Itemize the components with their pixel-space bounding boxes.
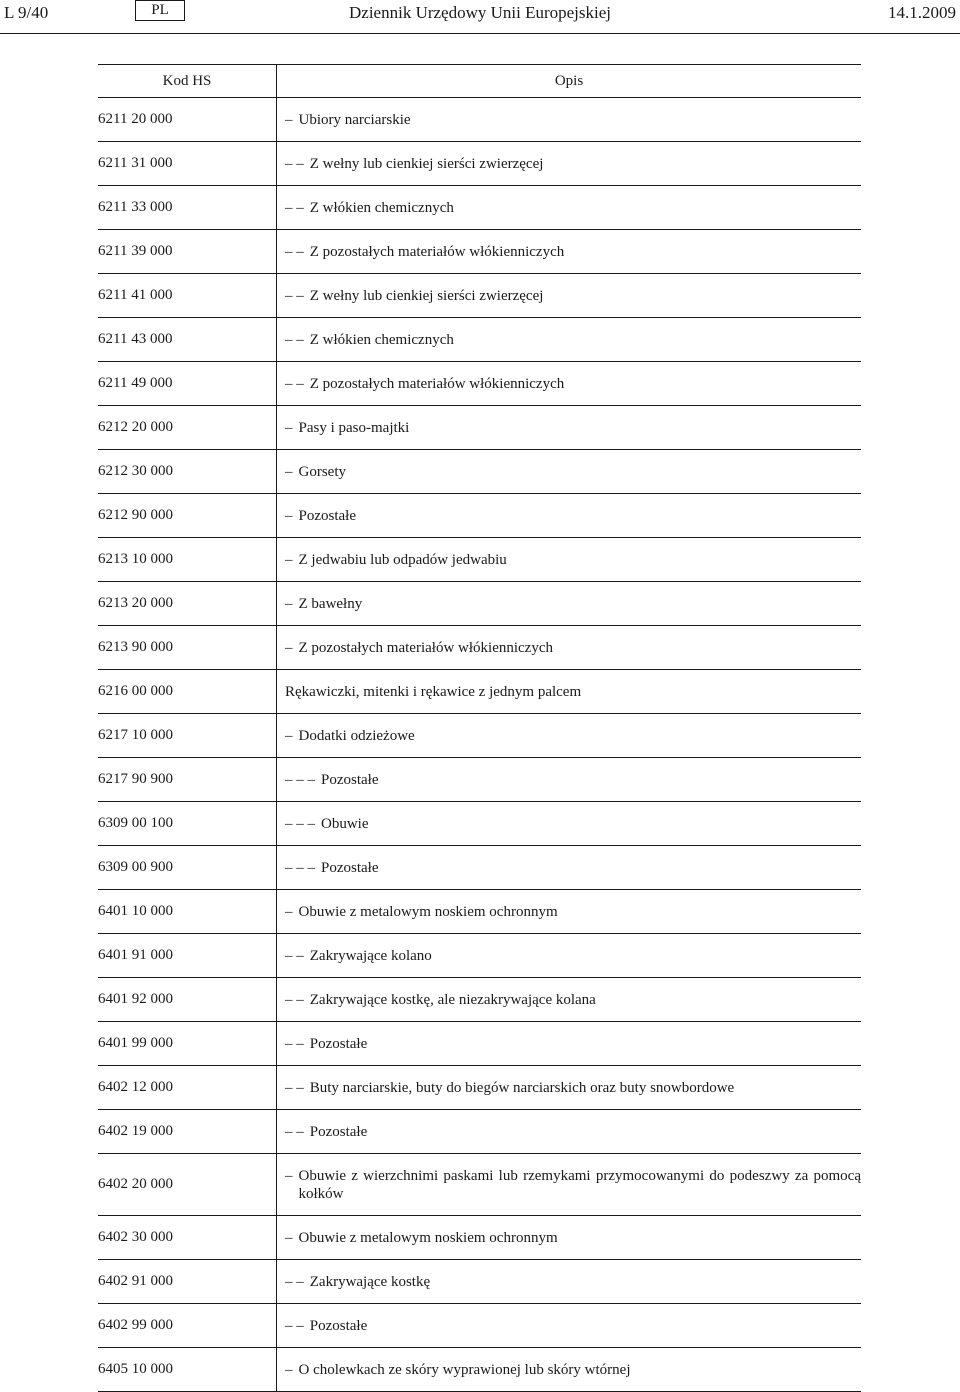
description-text: Z pozostałych materiałów włókienniczych xyxy=(298,639,553,656)
hierarchy-dash: – xyxy=(285,551,293,568)
hierarchy-dash: – – – xyxy=(285,859,315,876)
description-cell xyxy=(277,1022,862,1066)
description-text: Z włókien chemicznych xyxy=(309,199,454,216)
description-cell xyxy=(277,406,862,450)
description-cell xyxy=(277,494,862,538)
table-row xyxy=(98,1260,861,1304)
hs-code-cell: 6217 90 900 xyxy=(98,758,277,802)
description-content xyxy=(285,903,861,921)
table-row xyxy=(98,758,861,802)
hierarchy-dash: – xyxy=(285,903,293,920)
hs-code-cell: 6211 43 000 xyxy=(98,318,277,362)
description-cell xyxy=(277,98,862,142)
table-row xyxy=(98,934,861,978)
table-row xyxy=(98,274,861,318)
description-cell xyxy=(277,186,862,230)
hierarchy-dash: – – xyxy=(285,947,304,964)
description-content xyxy=(285,199,861,217)
description-cell xyxy=(277,1110,862,1154)
header-divider xyxy=(0,33,960,34)
hierarchy-dash: – – xyxy=(285,1079,304,1096)
description-cell xyxy=(277,846,862,890)
description-content xyxy=(285,771,861,789)
table-row xyxy=(98,890,861,934)
description-content xyxy=(285,1273,861,1291)
hs-code-cell: 6213 20 000 xyxy=(98,582,277,626)
description-text: Z wełny lub cienkiej sierści zwierzęcej xyxy=(309,287,544,304)
description-text: Z bawełny xyxy=(298,595,363,612)
description-content xyxy=(285,683,861,701)
description-text: Pasy i paso-majtki xyxy=(298,419,410,436)
description-cell xyxy=(277,450,862,494)
description-cell xyxy=(277,362,862,406)
table-row xyxy=(98,318,861,362)
hs-code-cell: 6402 99 000 xyxy=(98,1304,277,1348)
description-content xyxy=(285,331,861,349)
hs-code-cell: 6402 91 000 xyxy=(98,1260,277,1304)
description-content xyxy=(285,595,861,613)
hierarchy-dash: – – xyxy=(285,243,304,260)
description-text: Z pozostałych materiałów włókienniczych xyxy=(309,243,565,260)
hs-code-cell: 6211 33 000 xyxy=(98,186,277,230)
hierarchy-dash: – – xyxy=(285,155,304,172)
description-content xyxy=(285,639,861,657)
hs-code-cell: 6211 31 000 xyxy=(98,142,277,186)
page-header xyxy=(0,0,960,34)
hs-code-cell: 6213 90 000 xyxy=(98,626,277,670)
hs-code-cell: 6211 39 000 xyxy=(98,230,277,274)
hierarchy-dash: – – xyxy=(285,287,304,304)
hierarchy-dash: – xyxy=(285,1167,293,1184)
table-row xyxy=(98,362,861,406)
description-cell xyxy=(277,802,862,846)
hierarchy-dash: – xyxy=(285,507,293,524)
hs-code-cell: 6401 91 000 xyxy=(98,934,277,978)
column-header-description: Opis xyxy=(277,65,862,98)
description-text: Zakrywające kostkę, ale niezakrywające kolana xyxy=(309,991,596,1008)
description-text: Obuwie z metalowym noskiem ochronnym xyxy=(298,1229,558,1246)
description-cell xyxy=(277,538,862,582)
description-cell xyxy=(277,714,862,758)
description-content xyxy=(285,551,861,569)
table-row xyxy=(98,1304,861,1348)
hierarchy-dash: – xyxy=(285,463,293,480)
description-content xyxy=(285,1361,861,1379)
table-row xyxy=(98,626,861,670)
hs-code-cell: 6212 20 000 xyxy=(98,406,277,450)
hierarchy-dash: – xyxy=(285,639,293,656)
description-cell xyxy=(277,978,862,1022)
description-cell xyxy=(277,1154,862,1216)
description-content xyxy=(285,243,861,261)
hierarchy-dash: – – xyxy=(285,199,304,216)
column-header-code: Kod HS xyxy=(98,65,277,98)
description-cell xyxy=(277,582,862,626)
hs-code-cell: 6401 99 000 xyxy=(98,1022,277,1066)
description-cell xyxy=(277,626,862,670)
description-text: Z jedwabiu lub odpadów jedwabiu xyxy=(298,551,507,568)
description-cell xyxy=(277,670,862,714)
hierarchy-dash: – xyxy=(285,111,293,128)
hs-code-cell: 6213 10 000 xyxy=(98,538,277,582)
hierarchy-dash: – xyxy=(285,1229,293,1246)
hierarchy-dash: – xyxy=(285,1361,293,1378)
description-content xyxy=(285,1317,861,1335)
description-cell xyxy=(277,1216,862,1260)
description-text: Pozostałe xyxy=(298,507,356,524)
language-badge: PL xyxy=(135,0,185,21)
description-cell xyxy=(277,274,862,318)
description-text: Z włókien chemicznych xyxy=(309,331,454,348)
description-content xyxy=(285,815,861,833)
hierarchy-dash: – – xyxy=(285,1273,304,1290)
hs-code-cell: 6309 00 900 xyxy=(98,846,277,890)
description-cell xyxy=(277,142,862,186)
description-text: Z pozostałych materiałów włókienniczych xyxy=(309,375,565,392)
table-row xyxy=(98,582,861,626)
hs-code-cell: 6211 41 000 xyxy=(98,274,277,318)
table-row xyxy=(98,714,861,758)
description-cell xyxy=(277,318,862,362)
description-content xyxy=(285,507,861,525)
description-text: Buty narciarskie, buty do biegów narciarskich oraz buty snowbordowe xyxy=(309,1079,735,1096)
description-content xyxy=(285,111,861,129)
description-cell xyxy=(277,1304,862,1348)
hierarchy-dash: – – xyxy=(285,331,304,348)
table-row xyxy=(98,494,861,538)
description-cell xyxy=(277,1348,862,1392)
description-text: O cholewkach ze skóry wyprawionej lub skóry wtórnej xyxy=(298,1361,631,1378)
description-text: Pozostałe xyxy=(309,1035,368,1052)
hs-code-cell: 6402 30 000 xyxy=(98,1216,277,1260)
hierarchy-dash: – – – xyxy=(285,771,315,788)
description-cell xyxy=(277,1260,862,1304)
table-body xyxy=(98,98,861,1392)
table-row xyxy=(98,538,861,582)
description-content xyxy=(285,727,861,745)
description-text: Obuwie z metalowym noskiem ochronnym xyxy=(298,903,558,920)
hierarchy-dash: – – xyxy=(285,375,304,392)
table-header xyxy=(98,65,861,98)
hs-code-cell: 6212 90 000 xyxy=(98,494,277,538)
table-row xyxy=(98,802,861,846)
table-row xyxy=(98,406,861,450)
hs-code-table xyxy=(98,64,861,1392)
table-row xyxy=(98,186,861,230)
hs-code-cell: 6405 10 000 xyxy=(98,1348,277,1392)
description-text: Obuwie xyxy=(321,815,369,832)
table-row xyxy=(98,1066,861,1110)
description-content xyxy=(285,1123,861,1141)
description-cell xyxy=(277,758,862,802)
hs-code-cell: 6309 00 100 xyxy=(98,802,277,846)
description-text: Z wełny lub cienkiej sierści zwierzęcej xyxy=(309,155,544,172)
table-row xyxy=(98,1110,861,1154)
hierarchy-dash: – – xyxy=(285,1035,304,1052)
description-cell xyxy=(277,890,862,934)
hs-code-cell: 6401 10 000 xyxy=(98,890,277,934)
description-text: Zakrywające kolano xyxy=(309,947,432,964)
page-reference: L 9/40 xyxy=(4,3,49,22)
hs-code-cell: 6402 20 000 xyxy=(98,1154,277,1216)
description-content xyxy=(285,155,861,173)
table-row xyxy=(98,142,861,186)
hs-code-cell: 6402 12 000 xyxy=(98,1066,277,1110)
description-cell xyxy=(277,1066,862,1110)
description-text: Zakrywające kostkę xyxy=(309,1273,431,1290)
description-content xyxy=(285,859,861,877)
table-row xyxy=(98,670,861,714)
table-row xyxy=(98,98,861,142)
description-text: Obuwie z wierzchnimi paskami lub rzemykami przymocowanymi do podeszwy za pomocą kołków xyxy=(298,1167,861,1202)
hierarchy-dash: – – xyxy=(285,1123,304,1140)
hs-code-cell: 6401 92 000 xyxy=(98,978,277,1022)
description-content xyxy=(285,375,861,393)
description-text: Rękawiczki, mitenki i rękawice z jednym palcem xyxy=(285,683,582,700)
issue-date: 14.1.2009 xyxy=(888,3,956,22)
description-text: Dodatki odzieżowe xyxy=(298,727,415,744)
table-header-row xyxy=(98,65,861,98)
description-text: Pozostałe xyxy=(309,1123,368,1140)
table-row xyxy=(98,230,861,274)
description-content xyxy=(285,1229,861,1247)
description-content xyxy=(285,287,861,305)
journal-title: Dziennik Urzędowy Unii Europejskiej xyxy=(349,3,612,22)
hierarchy-dash: – – – xyxy=(285,815,315,832)
hierarchy-dash: – xyxy=(285,419,293,436)
description-text: Pozostałe xyxy=(309,1317,368,1334)
description-content xyxy=(285,947,861,965)
hs-code-cell: 6211 49 000 xyxy=(98,362,277,406)
description-content xyxy=(285,463,861,481)
description-content xyxy=(285,1167,861,1203)
table-row xyxy=(98,1022,861,1066)
description-cell xyxy=(277,230,862,274)
hs-code-cell: 6216 00 000 xyxy=(98,670,277,714)
table-row xyxy=(98,1154,861,1216)
hs-code-cell: 6211 20 000 xyxy=(98,98,277,142)
hs-code-cell: 6212 30 000 xyxy=(98,450,277,494)
hs-code-cell: 6217 10 000 xyxy=(98,714,277,758)
description-text: Pozostałe xyxy=(321,771,379,788)
table-row xyxy=(98,978,861,1022)
table-row xyxy=(98,1216,861,1260)
description-content xyxy=(285,419,861,437)
hierarchy-dash: – xyxy=(285,595,293,612)
hierarchy-dash: – xyxy=(285,727,293,744)
hierarchy-dash: – – xyxy=(285,1317,304,1334)
description-text: Ubiory narciarskie xyxy=(298,111,411,128)
table-row xyxy=(98,846,861,890)
description-text: Pozostałe xyxy=(321,859,379,876)
description-text: Gorsety xyxy=(298,463,346,480)
hierarchy-dash: – – xyxy=(285,991,304,1008)
description-cell xyxy=(277,934,862,978)
description-content xyxy=(285,991,861,1009)
description-content xyxy=(285,1035,861,1053)
hs-code-cell: 6402 19 000 xyxy=(98,1110,277,1154)
table-row xyxy=(98,1348,861,1392)
description-content xyxy=(285,1079,861,1097)
table-row xyxy=(98,450,861,494)
